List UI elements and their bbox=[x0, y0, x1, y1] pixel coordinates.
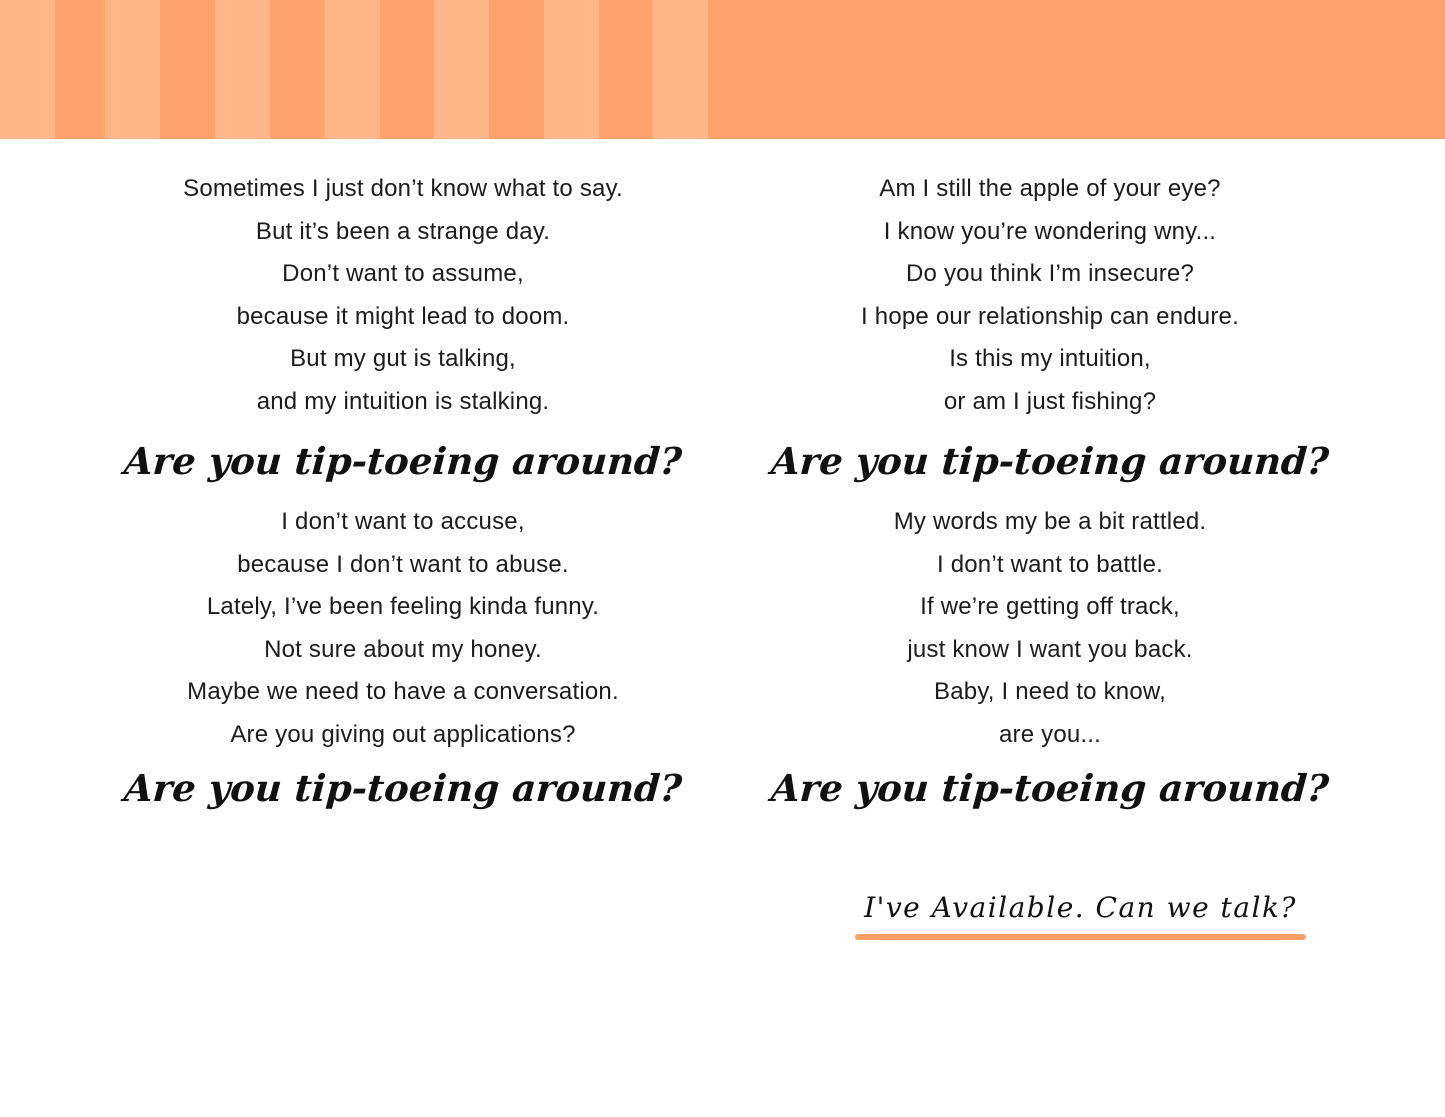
left-stanza-1 bbox=[103, 168, 703, 423]
poem-line: Do you think I’m insecure? bbox=[906, 260, 1194, 287]
poem-line: are you... bbox=[998, 720, 1102, 748]
poem-line: Sometimes I just don’t know what to say. bbox=[183, 175, 623, 202]
poem-line: or am I just fishing? bbox=[943, 387, 1157, 415]
header-stripe bbox=[653, 0, 708, 139]
poem-line: just know I want you back. bbox=[907, 635, 1193, 663]
header-stripe bbox=[325, 0, 380, 139]
right-stanza-2 bbox=[750, 501, 1350, 756]
poem-line: I hope our relationship can endure. bbox=[861, 302, 1239, 330]
poem-right-column bbox=[750, 168, 1350, 828]
poem-line: Baby, I need to know, bbox=[934, 678, 1166, 705]
header-stripe bbox=[544, 0, 599, 139]
refrain-heading: Are you tip-toeing around? bbox=[769, 439, 1331, 483]
header-stripe bbox=[434, 0, 489, 139]
poem-line: Is this my intuition, bbox=[949, 345, 1151, 372]
refrain-heading: Are you tip-toeing around? bbox=[122, 439, 684, 483]
refrain-heading: Are you tip-toeing around? bbox=[769, 766, 1331, 810]
closing-underline bbox=[855, 934, 1306, 940]
poem-line: because I don’t want to abuse. bbox=[237, 550, 569, 578]
poem-line: If we’re getting off track, bbox=[920, 593, 1180, 620]
header-stripe bbox=[215, 0, 270, 139]
header-stripe bbox=[160, 0, 215, 139]
refrain-heading: Are you tip-toeing around? bbox=[122, 766, 684, 810]
poem-line: I don’t want to accuse, bbox=[281, 508, 525, 535]
poem-line: But my gut is talking, bbox=[290, 345, 516, 372]
poem-line: I don’t want to battle. bbox=[936, 550, 1164, 578]
right-stanza-1 bbox=[750, 168, 1350, 423]
poem-line: Are you giving out applications? bbox=[230, 720, 576, 748]
poem-line: But it’s been a strange day. bbox=[255, 217, 551, 245]
poem-line: and my intuition is stalking. bbox=[256, 387, 550, 415]
poem-line: because it might lead to doom. bbox=[236, 302, 570, 330]
poem-line: Lately, I’ve been feeling kinda funny. bbox=[206, 593, 600, 620]
poem-line: Maybe we need to have a conversation. bbox=[187, 678, 619, 705]
poem-line: Don’t want to assume, bbox=[282, 260, 524, 287]
header-stripe bbox=[0, 0, 55, 139]
left-stanza-2 bbox=[103, 501, 703, 756]
header-stripe bbox=[105, 0, 160, 139]
poem-line: My words my be a bit rattled. bbox=[893, 508, 1207, 535]
header-band bbox=[0, 0, 1445, 139]
poem-line: I know you’re wondering wny... bbox=[883, 217, 1217, 245]
poem-left-column bbox=[103, 168, 703, 828]
closing-text: I've Available. Can we talk? bbox=[864, 891, 1297, 924]
poem-line: Not sure about my honey. bbox=[264, 635, 542, 663]
closing-note bbox=[855, 888, 1306, 928]
poem-line: Am I still the apple of your eye? bbox=[879, 175, 1221, 202]
